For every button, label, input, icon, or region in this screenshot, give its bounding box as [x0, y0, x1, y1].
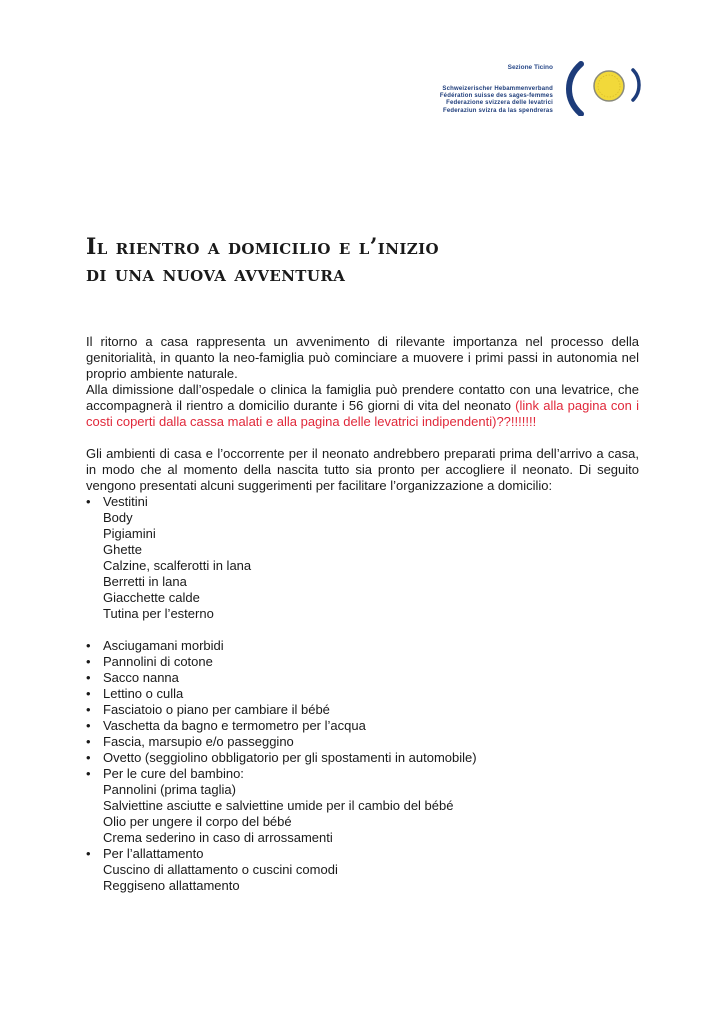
discharge-paragraph	[86, 382, 639, 430]
list-item	[86, 734, 639, 750]
list-item-label: Sacco nanna	[103, 670, 179, 685]
list-subitem: Giacchette calde	[103, 590, 200, 605]
federation-line-de: Schweizerischer Hebammenverband	[442, 86, 553, 92]
intro-paragraph: Il ritorno a casa rappresenta un avvenimento di rilevante importanza nel processo della genitorialità, in quanto la neo-famiglia può cominciare a muovere i primi passi in autonomia nel proprio ambiente naturale.	[86, 334, 639, 381]
list-subitem: Cuscino di allattamento o cuscini comodi	[103, 862, 338, 877]
list-subitem: Reggiseno allattamento	[103, 878, 240, 893]
bullet-icon: •	[86, 766, 91, 781]
list-item	[86, 702, 639, 718]
title-line-1: Il rientro a domicilio e l’inizio	[86, 234, 439, 260]
page-title	[86, 234, 646, 288]
list-subitem: Tutina per l’esterno	[103, 606, 214, 621]
supplies-list	[86, 638, 639, 894]
clothing-list	[86, 494, 639, 622]
bullet-icon: •	[86, 846, 91, 861]
bullet-icon: •	[86, 494, 91, 509]
list-subitem: Olio per ungere il corpo del bébé	[103, 814, 292, 829]
list-subitem: Crema sederino in caso di arrossamenti	[103, 830, 333, 845]
levatrici-link[interactable]: (link alla pagina con i costi coperti dalla cassa malati e alla pagina delle levatrici indipendenti)??!!!!!!!	[86, 398, 639, 429]
federation-line-fr: Fédération suisse des sages-femmes	[439, 93, 553, 100]
list-subitem: Pigiamini	[103, 526, 156, 541]
bullet-icon: •	[86, 718, 91, 733]
list-item-label: Ovetto (seggiolino obbligatorio per gli spostamenti in automobile)	[103, 750, 477, 765]
list-item	[86, 750, 639, 766]
list-subitem: Pannolini (prima taglia)	[103, 782, 236, 797]
federation-line-rm: Federaziun svizra da las spendreras	[442, 107, 553, 114]
bullet-icon: •	[86, 654, 91, 669]
federation-names	[440, 86, 553, 115]
list-subitem: Ghette	[103, 542, 143, 557]
preparation-paragraph: Gli ambienti di casa e l’occorrente per il neonato andrebbero preparati prima dell’arrivo a casa, in modo che al momento della nascita tutto sia pronto per accogliere il neonato. Di seguito vengono presentati alcuni suggerimenti per facilitare l’organizzazione a domicilio:	[86, 446, 639, 493]
list-subitem: Calzine, scalferotti in lana	[103, 558, 252, 573]
spacer	[86, 622, 639, 638]
bullet-icon: •	[86, 670, 91, 685]
list-item	[86, 686, 639, 702]
list-subitem: Berretti in lana	[103, 574, 187, 589]
bullet-icon: •	[86, 686, 91, 701]
list-item-label: Per le cure del bambino:	[103, 766, 244, 781]
bullet-icon: •	[86, 734, 91, 749]
title-line-2: di una nuova avventura	[86, 261, 346, 287]
list-item	[86, 494, 639, 622]
list-item	[86, 654, 639, 670]
section-label: Sezione Ticino	[507, 64, 553, 71]
list-item-label: Lettino o culla	[103, 686, 184, 701]
list-subitem: Body	[103, 510, 133, 525]
federation-logo-icon	[561, 60, 645, 116]
bullet-icon: •	[86, 638, 91, 653]
list-item-label: Fasciatoio o piano per cambiare il bébé	[103, 702, 330, 717]
list-item-label: Vestitini	[103, 494, 148, 509]
list-item-label: Pannolini di cotone	[103, 654, 213, 669]
list-item	[86, 638, 639, 654]
list-item-label: Per l’allattamento	[103, 846, 204, 861]
letterhead	[420, 60, 645, 120]
list-item-label: Asciugamani morbidi	[103, 638, 224, 653]
discharge-text: Alla dimissione dall’ospedale o clinica la famiglia può prendere contatto con una levatrice, che accompagnerà il rientro a domicilio durante i 56 giorni di vita del neonato	[86, 382, 639, 413]
list-item	[86, 718, 639, 734]
spacer	[86, 430, 639, 446]
list-item	[86, 766, 639, 846]
bullet-icon: •	[86, 702, 91, 717]
bullet-icon: •	[86, 750, 91, 765]
federation-line-it: Federazione svizzera delle levatrici	[446, 100, 553, 107]
list-item	[86, 846, 639, 894]
document-body	[86, 334, 639, 894]
list-item	[86, 670, 639, 686]
list-subitem: Salviettine asciutte e salviettine umide per il cambio del bébé	[103, 798, 454, 813]
list-item-label: Vaschetta da bagno e termometro per l’acqua	[103, 718, 366, 733]
list-item-label: Fascia, marsupio e/o passeggino	[103, 734, 294, 749]
